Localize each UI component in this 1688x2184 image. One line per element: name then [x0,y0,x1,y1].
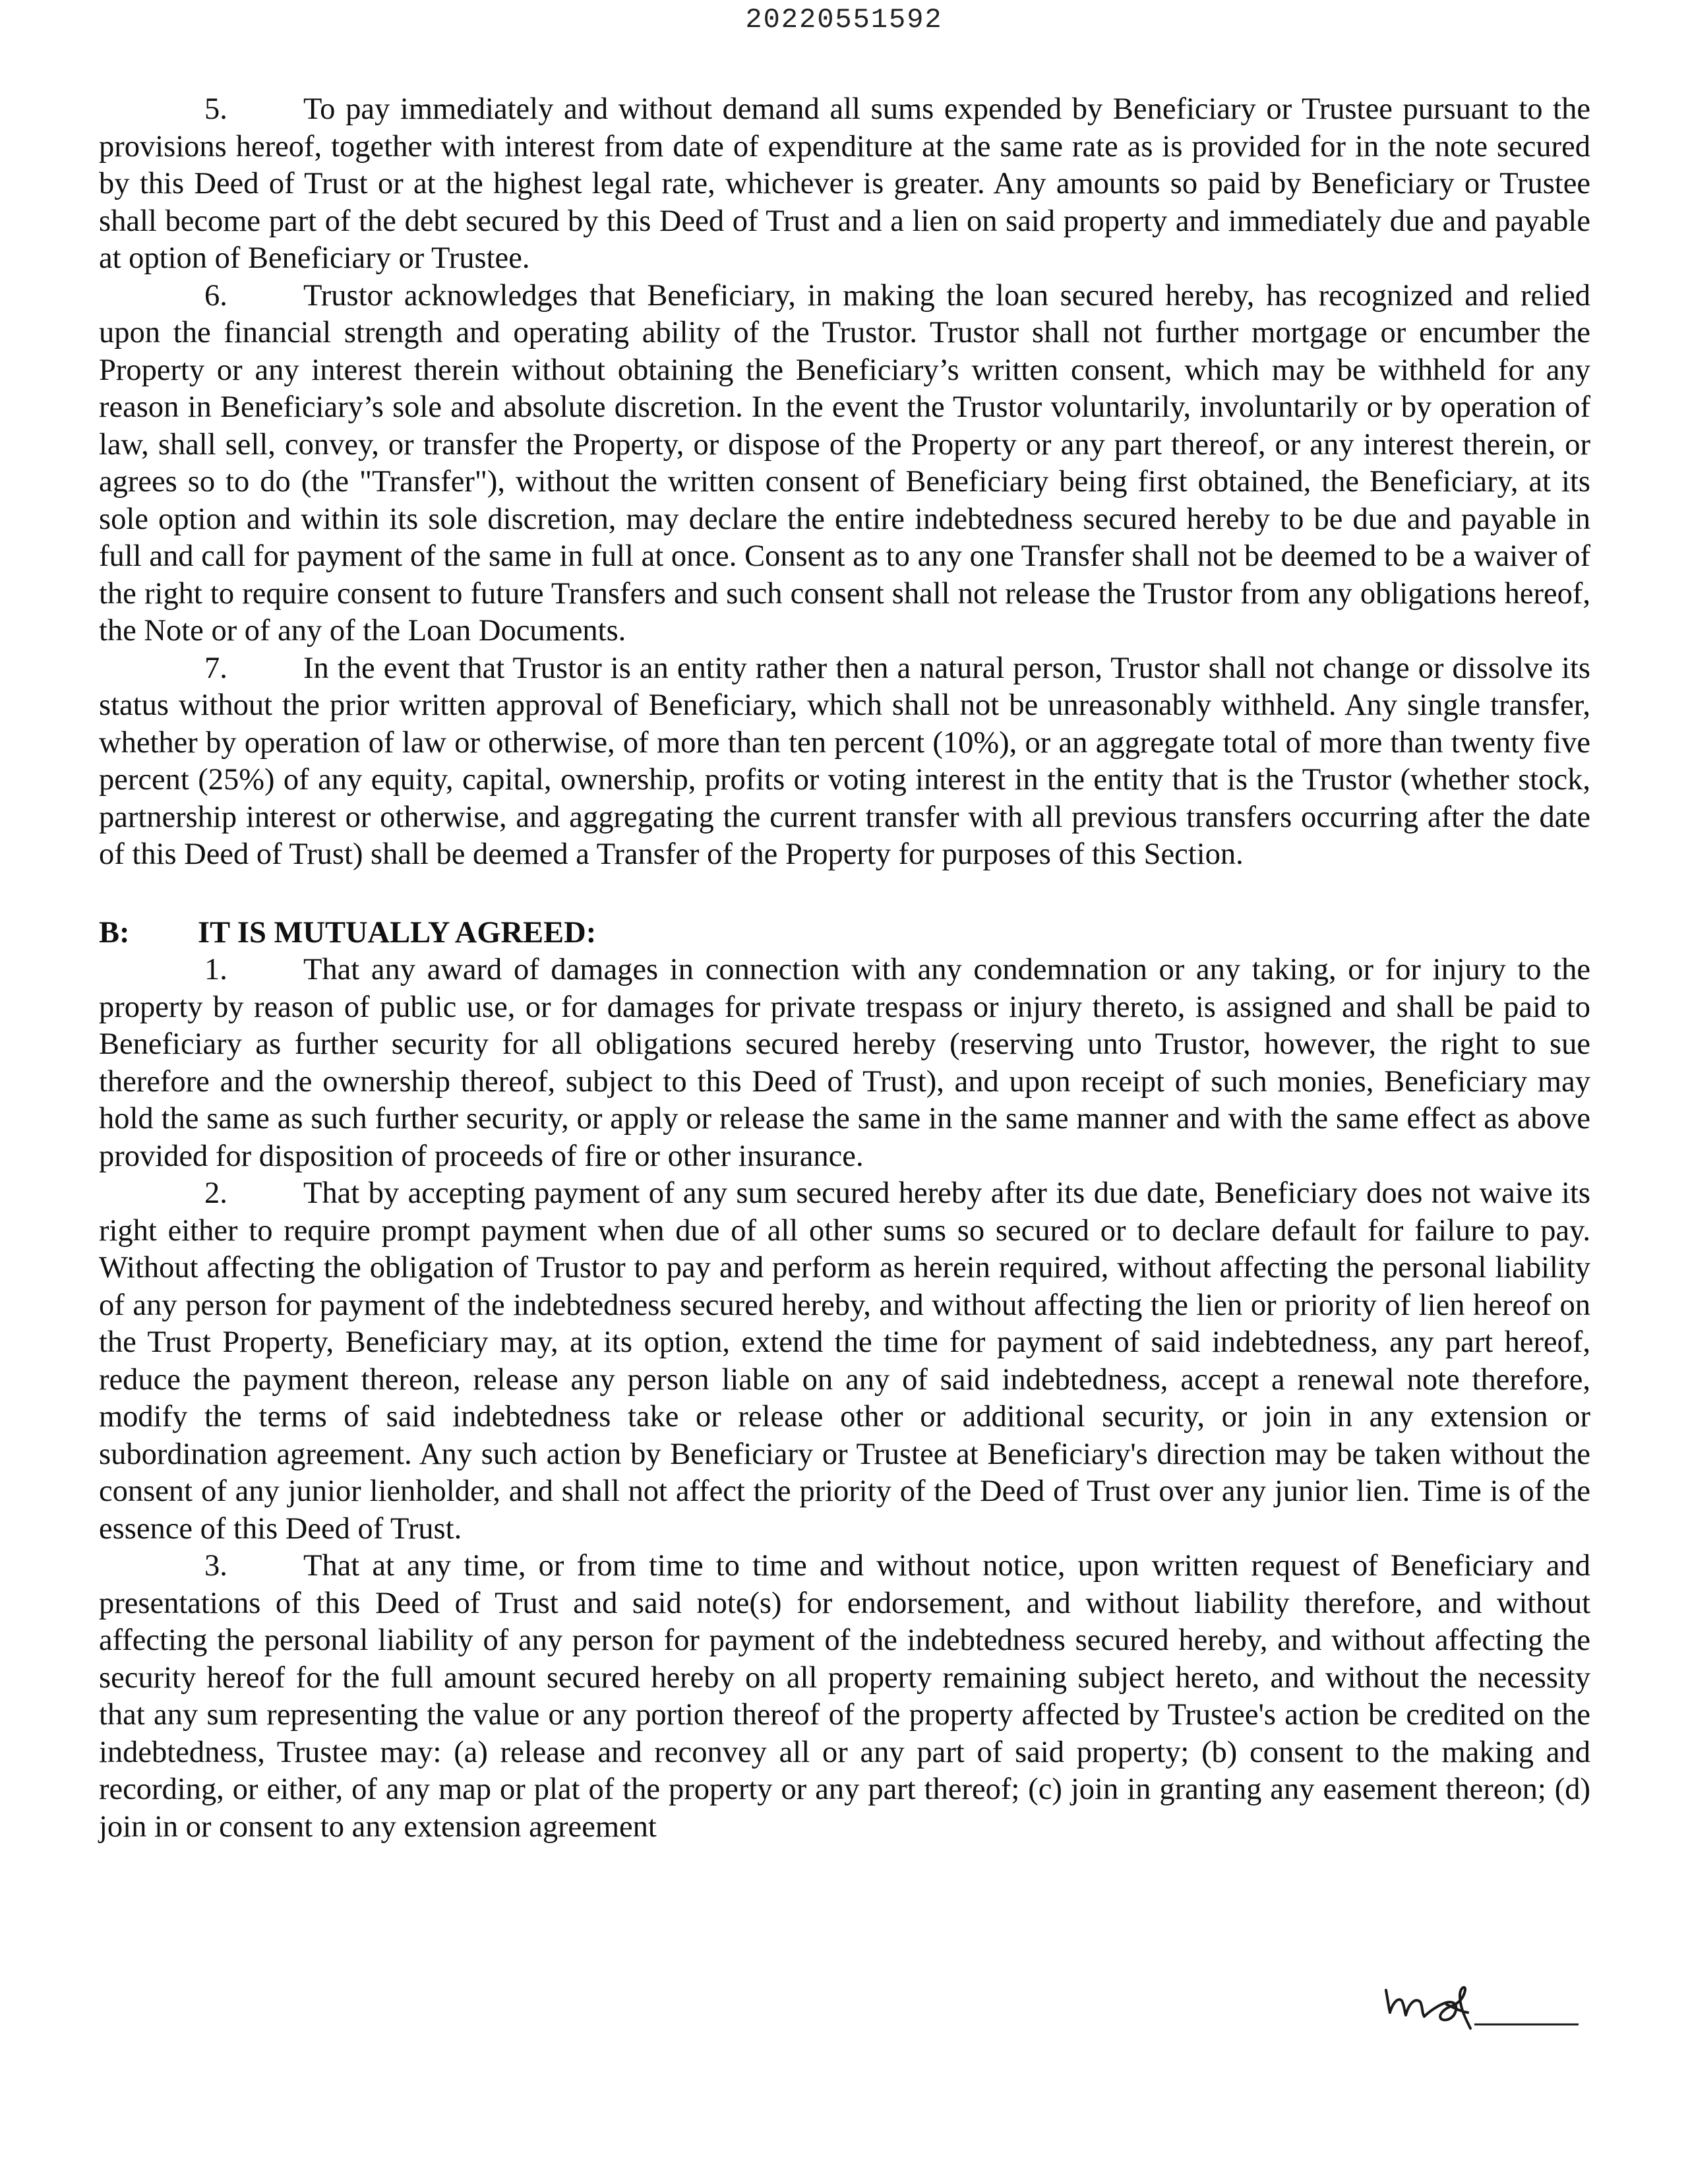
section-b-heading [99,915,1590,952]
paragraph-number: 6. [204,278,227,313]
paragraph-number: 7. [204,651,227,685]
paragraph-a6 [99,278,1590,650]
paragraph-b1 [99,952,1590,1175]
paragraph-b2 [99,1175,1590,1548]
paragraph-text: To pay immediately and without demand all sums expended by Beneficiary or Trustee pursuant to the provisions hereof, together with interest from date of expenditure at the same rate as is provided for in the note secured by this Deed of Trust or at the highest legal rate, whichever is greater. Any amounts so paid by Beneficiary or Trustee shall become part of the debt secured by this Deed of Trust and a lien on said property and immediately due and payable at option of Beneficiary or Trustee. [99,92,1590,275]
paragraph-a7 [99,650,1590,874]
document-body [99,91,1590,1846]
paragraph-text: That any award of damages in connection with any condemnation or any taking, or for injury to the property by reason of public use, or for damages for private trespass or injury thereto, is assigned and shall be paid to Beneficiary as further security for all obligations secured hereby (reserving unto Trustor, however, the right to sue therefore and the ownership thereof, subject to this Deed of Trust), and upon receipt of such monies, Beneficiary may hold the same as such further security, or apply or release the same in the same manner and with the same effect as above provided for disposition of proceeds of fire or other insurance. [99,953,1590,1173]
paragraph-text: Trustor acknowledges that Beneficiary, in making the loan secured hereby, has recognized and relied upon the financial strength and operating ability of the Trustor. Trustor shall not further mortgage or encumber the Property or any interest therein without obtaining the Beneficiary’s written consent, which may be withheld for any reason in Beneficiary’s sole and absolute discretion. In the event the Trustor voluntarily, involuntarily or by operation of law, shall sell, convey, or transfer the Property, or dispose of the Property or any part thereof, or any interest therein, or agrees so to do (the "Transfer"), without the written consent of Beneficiary being first obtained, the Beneficiary, at its sole option and within its sole discretion, may declare the entire indebtedness secured hereby to be due and payable in full and call for payment of the same in full at once. Consent as to any one Transfer shall not be deemed to be a waiver of the right to require consent to future Transfers and such consent shall not release the Trustor from any obligations hereof, the Note or of any of the Loan Documents. [99,278,1590,648]
paragraph-text: In the event that Trustor is an entity rather then a natural person, Trustor shall not change or dissolve its status without the prior written approval of Beneficiary, which shall not be unreasonably withheld. Any single transfer, whether by operation of law or otherwise, of more than ten percent (10%), or an aggregate total of more than twenty five percent (25%) of any equity, capital, ownership, profits or voting interest in the entity that is the Trustor (whether stock, partnership interest or otherwise, and aggregating the current transfer with all previous transfers occurring after the date of this Deed of Trust) shall be deemed a Transfer of the Property for purposes of this Section. [99,651,1590,871]
paragraph-text: That by accepting payment of any sum secured hereby after its due date, Beneficiary does not waive its right either to require prompt payment when due of all other sums so secured or to declare default for failure to pay. Without affecting the obligation of Trustor to pay and perform as herein required, without affecting the personal liability of any person for payment of the indebtedness secured hereby, and without affecting the lien or priority of lien hereof on the Trust Property, Beneficiary may, at its option, extend the time for payment of said indebtedness, any part hereof, reduce the payment thereon, release any person liable on any of said indebtedness, accept a renewal note therefore, modify the terms of said indebtedness take or release other or additional security, or join in any extension or subordination agreement. Any such action by Beneficiary or Trustee at Beneficiary's direction may be taken without the consent of any junior lienholder, and shall not affect the priority of the Deed of Trust over any junior lien. Time is of the essence of this Deed of Trust. [99,1176,1590,1546]
paragraph-number: 3. [204,1549,227,1583]
document-number: 20220551592 [745,4,943,36]
section-title: IT IS MUTUALLY AGREED: [198,915,597,950]
paragraph-a5 [99,91,1590,278]
paragraph-number: 2. [204,1176,227,1210]
initials-stroke [1386,1987,1470,2028]
paragraph-text: That at any time, or from time to time and without notice, upon written request of Beneficiary and presentations of this Deed of Trust and said note(s) for endorsement, and without liability therefore, and without affecting the personal liability of any person for payment of the indebtedness secured hereby, and without affecting the security hereof for the full amount secured hereby on all property remaining subject hereto, and without the necessity that any sum representing the value or any portion thereof of the property affected by Trustee's action be credited on the indebtedness, Trustee may: (a) release and reconvey all or any part of said property; (b) consent to the making and recording, or either, of any map or plat of the property or any part thereof; (c) join in granting any easement thereon; (d) join in or consent to any extension agreement [99,1549,1590,1844]
paragraph-b3 [99,1548,1590,1846]
section-label: B: [99,915,130,950]
paragraph-number: 1. [204,953,227,986]
paragraph-number: 5. [204,92,227,126]
section-spacer [99,874,1590,915]
handwritten-initials [1378,1978,1582,2038]
